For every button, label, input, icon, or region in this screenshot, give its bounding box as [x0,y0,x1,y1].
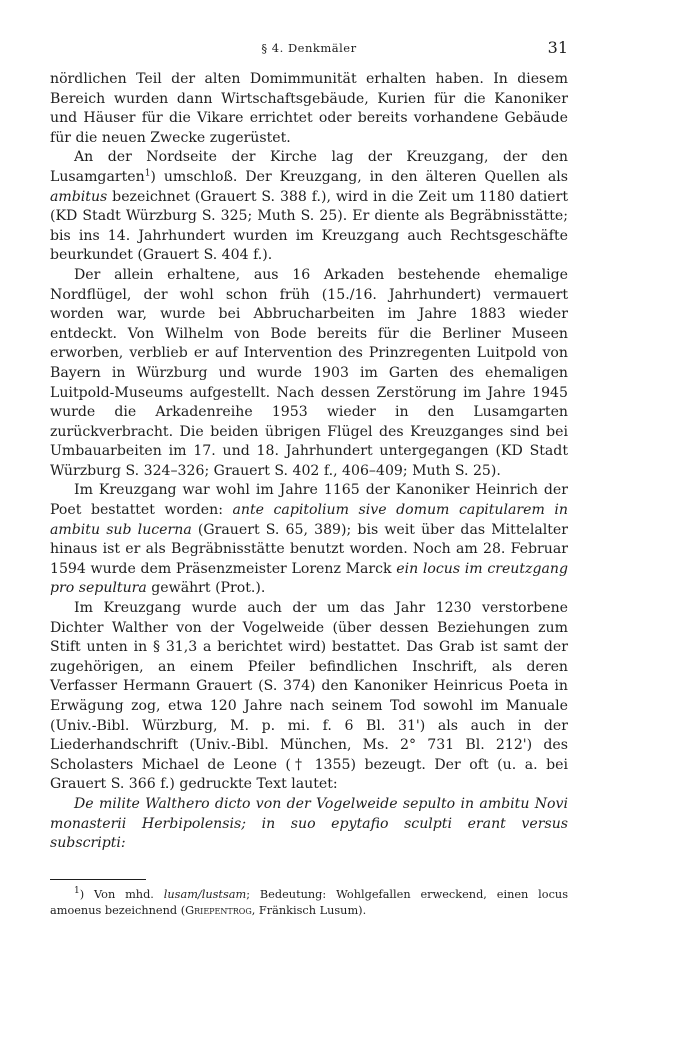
paragraph-3: Der allein erhaltene, aus 16 Arkaden bestehende ehemalige Nordflügel, der wohl schon früh (15./16. Jahrhundert) vermauert worden war, wurde bei Abbrucharbeiten im Jahre 1883 wieder entdeckt. Von Wilhelm von Bode bereits für die Berliner Museen erworben, verblieb er auf Intervention des Prinzregenten Luitpold von Bayern in Würzburg und wurde 1903 im Garten des ehemaligen Luitpold-Museums aufgestellt. Nach dessen Zerstörung im Jahre 1945 wurde die Arkadenreihe 1953 wieder in den Lusamgarten zurückverbracht. Die beiden übrigen Flügel des Kreuzganges sind bei Umbauarbeiten im 17. und 18. Jahrhundert untergegangen (KD Stadt Würzburg S. 324–326; Grauert S. 402 f., 406–409; Muth S. 25). [50,266,568,479]
paragraph-5: Im Kreuzgang wurde auch der um das Jahr 1230 verstorbene Dichter Walther von der Vogelweide (über dessen Beziehungen zum Stift unten in § 31,3 a berichtet wird) bestattet. Das Grab ist samt der zugehörigen, an einem Pfeiler befindlichen Inschrift, als deren Verfasser Hermann Grauert (S. 374) den Kanoniker Heinricus Poeta in Erwägung zog, etwa 120 Jahre nach seinem Tod sowohl im Manuale (Univ.-Bibl. Würzburg, M. p. mi. f. 6 Bl. 31') als auch in der Liederhandschrift (Univ.-Bibl. München, Ms. 2° 731 Bl. 212') des Scholasters Michael de Leone († 1355) bezeugt. Der oft (u. a. bei Grauert S. 366 f.) gedruckte Text lautet: [50,600,568,793]
paragraph-4-text-c: gewährt (Prot.). [146,580,266,597]
footnote-mark: 1 [74,886,80,897]
paragraph-4 [50,481,568,599]
page-header [50,38,568,58]
footnote-reference[interactable]: 1 [144,168,151,179]
running-head: § 4. Denkmäler [261,41,357,55]
latin-quote-1: ante capitolium sive domum capitularem in ambitu sub lucerna [50,502,568,538]
latin-term: ambitus [50,188,108,205]
paragraph-2-text-c: bezeichnet (Grauert S. 388 f.), wird in die Zeit um 1180 datiert (KD Stadt Würzburg S. 325; Muth S. 25). Er diente als Begräbnisstätte; bis ins 14. Jahrhundert wurden im Kreuzgang auch Rechtsgeschäfte beurkundet (Grauert S. 404 f.). [50,188,568,264]
footnote-text-c: , Fränkisch Lusum). [251,904,367,917]
paragraph-6-latin: De milite Walthero dicto von der Vogelweide sepulto in ambitu Novi monasterii Herbipolensis; in suo epytafio sculpti erant versus subscripti: [50,795,568,852]
footnote-text-b: ; Bedeutung: Wohlgefallen erweckend, einen locus amoenus bezeichnend ( [50,888,568,917]
paragraph-2 [50,148,568,266]
paragraph-2-text-b: ) umschloß. Der Kreuzgang, in den älteren Quellen als [150,168,568,185]
footnote-text-a: ) Von mhd. [79,888,164,901]
latin-quote-2: ein locus im creutzgang pro sepultura [50,560,568,597]
footnote [50,887,568,919]
paragraph-4-text-b: (Grauert S. 65, 389); bis weit über das Mittelalter hinaus ist er als Begräbnisstätte benutzt worden. Noch am 28. Februar 1594 wurde dem Präsenzmeister Lorenz Marck [50,521,568,577]
page-number: 31 [547,38,568,57]
paragraph-2-text-a: An der Nordseite der Kirche lag der Kreuzgang, der den Lusamgarten [50,149,568,185]
paragraph-4-text-a: Im Kreuzgang war wohl im Jahre 1165 der Kanoniker Heinrich der Poet bestattet worden: [50,482,568,519]
footnote-author: Griepentrog [185,904,252,917]
paragraph-1: nördlichen Teil der alten Domimmunität erhalten haben. In diesem Bereich wurden dann Wirtschaftsgebäude, Kurien für die Kanoniker und Häuser für die Vikare errichtet oder bereits vorhandene Gebäude für die neuen Zwecke zugerüstet. [50,71,568,146]
footnote-divider [50,879,146,880]
footnote-term: lusam/lustsam [163,888,247,901]
body-text [50,70,568,854]
